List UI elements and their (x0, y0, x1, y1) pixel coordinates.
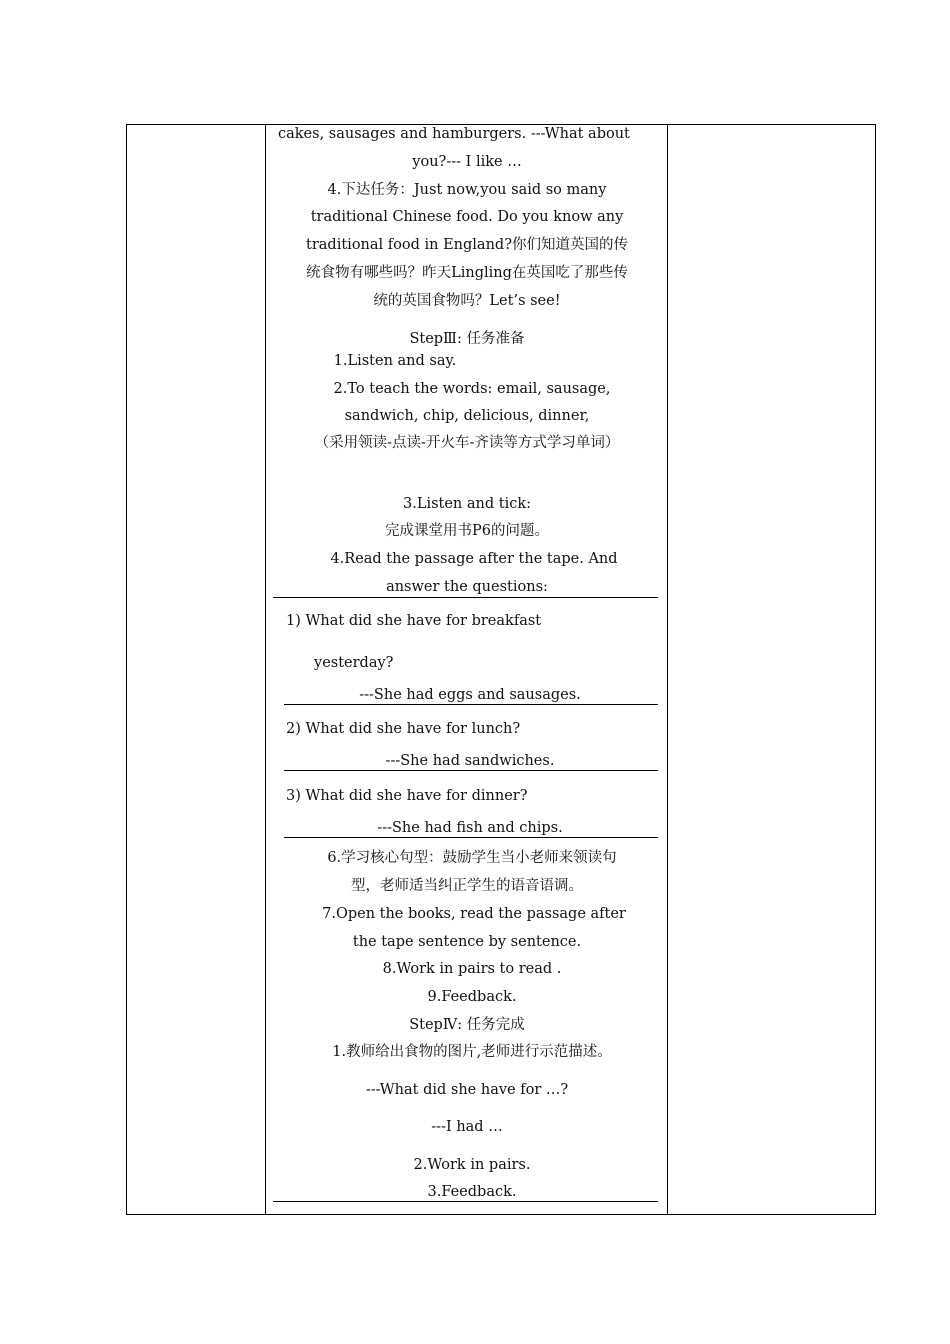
section-heading: StepⅢ: 任务准备 (409, 331, 525, 347)
text-line: ---What did she have for …? (365, 1082, 569, 1098)
text-line: traditional food in England?你们知道英国的传 (306, 237, 628, 253)
divider (284, 704, 658, 705)
section-heading: StepⅣ: 任务完成 (409, 1017, 525, 1033)
text-line: answer the questions: (386, 579, 548, 595)
text-line: 9.Feedback. (427, 989, 517, 1005)
text-line: 2.To teach the words: email, sausage, (333, 381, 611, 397)
answer-1: ---She had eggs and sausages. (359, 687, 581, 703)
text-line: the tape sentence by sentence. (352, 934, 582, 950)
text-line: 1.Listen and say. (333, 353, 457, 369)
text-line: ---I had … (431, 1119, 503, 1135)
text-line: 1.教师给出食物的图片,老师进行示范描述。 (332, 1044, 612, 1060)
text-line: 8.Work in pairs to read . (382, 961, 562, 977)
question-1-cont: yesterday? (314, 655, 394, 671)
text-line: 统食物有哪些吗？昨天Lingling在英国吃了那些传 (306, 265, 628, 281)
answer-3: ---She had fish and chips. (377, 820, 563, 836)
text-line: 3.Feedback. (427, 1184, 517, 1200)
divider (273, 1201, 658, 1202)
text-line: 3.Listen and tick: (402, 496, 532, 512)
text-line: 统的英国食物吗？Let’s see! (373, 293, 561, 309)
text-line: traditional Chinese food. Do you know any (310, 209, 624, 225)
divider (284, 837, 658, 838)
column-divider-left (265, 125, 266, 1214)
text-line: sandwich, chip, delicious, dinner, (344, 408, 590, 424)
text-line: 4.Read the passage after the tape. And (330, 551, 618, 567)
question-1: 1) What did she have for breakfast (286, 613, 542, 629)
text-line: 6.学习核心句型：鼓励学生当小老师来领读句 (327, 850, 617, 866)
question-2: 2) What did she have for lunch? (286, 721, 521, 737)
divider (284, 770, 658, 771)
text-line: cakes, sausages and hamburgers. ---What about (278, 126, 630, 142)
answer-2: ---She had sandwiches. (385, 753, 555, 769)
text-line: （采用领读-点读-开火车-齐读等方式学习单词） (314, 435, 620, 451)
text-line: you?--- I like … (412, 154, 522, 170)
column-divider-right (667, 125, 668, 1214)
text-line: 型，老师适当纠正学生的语音语调。 (351, 878, 583, 894)
text-line: 完成课堂用书P6的问题。 (385, 523, 549, 539)
divider (273, 597, 658, 598)
text-line: 7.Open the books, read the passage after (322, 906, 626, 922)
text-line: 2.Work in pairs. (413, 1157, 531, 1173)
question-3: 3) What did she have for dinner? (286, 788, 528, 804)
text-line: 4.下达任务：Just now,you said so many (327, 182, 607, 198)
